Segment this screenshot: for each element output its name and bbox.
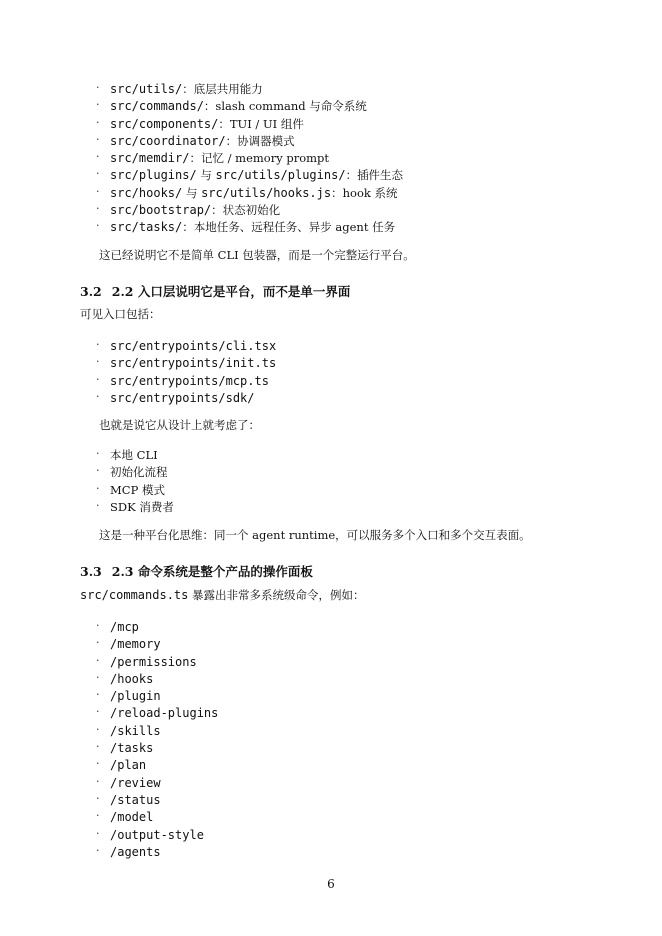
command-name: /tasks xyxy=(110,741,154,756)
bullet-icon: · xyxy=(96,688,100,702)
bullet-icon: · xyxy=(96,791,100,805)
list-item xyxy=(96,217,403,234)
directory-list xyxy=(96,79,403,235)
code-path: src/commands/ xyxy=(110,99,204,114)
command-name: /plan xyxy=(110,758,147,773)
separator: ： xyxy=(345,168,358,183)
command-name: /plugin xyxy=(110,689,161,704)
bullet-icon: · xyxy=(96,653,100,667)
separator: ： xyxy=(189,151,201,166)
bullet-icon: · xyxy=(96,115,100,129)
list-item xyxy=(96,617,218,634)
list-item xyxy=(96,79,403,96)
bullet-icon: · xyxy=(96,447,100,460)
bullet-icon: · xyxy=(96,774,100,788)
code-path: src/bootstrap/ xyxy=(110,203,212,218)
paragraph-intro: 可见入口包括： xyxy=(80,307,161,321)
bullet-icon: · xyxy=(96,722,100,736)
bullet-icon: · xyxy=(96,826,100,840)
consideration-list xyxy=(96,445,174,514)
code-path: src/entrypoints/init.ts xyxy=(110,356,277,371)
code-path: src/memdir/ xyxy=(110,151,190,166)
command-name: /mcp xyxy=(110,620,139,634)
list-item xyxy=(96,183,403,200)
page-number: 6 xyxy=(327,877,335,891)
bullet-icon: · xyxy=(96,670,100,684)
command-name: /memory xyxy=(110,637,161,652)
command-name: /agents xyxy=(110,844,161,859)
code-path: src/hooks/ xyxy=(110,185,183,200)
list-item xyxy=(96,200,403,217)
item-description: 插件生态 xyxy=(357,168,404,183)
command-name: /status xyxy=(110,792,161,807)
list-item xyxy=(96,669,218,686)
list-item xyxy=(96,738,218,755)
bullet-icon: · xyxy=(96,740,100,754)
list-item xyxy=(96,497,174,514)
list-item xyxy=(96,790,218,807)
item-text: MCP 模式 xyxy=(110,482,165,497)
command-name: /review xyxy=(110,775,161,790)
list-item xyxy=(96,445,174,462)
list-item xyxy=(96,480,174,497)
paragraph-middle: 也就是说它从设计上就考虑了： xyxy=(99,418,260,432)
item-text: 本地 CLI xyxy=(110,448,158,462)
separator: ： xyxy=(182,220,194,235)
paragraph-conclusion: 这是一种平台化思维：同一个 agent runtime，可以服务多个入口和多个交互表面。 xyxy=(99,528,531,542)
separator: ： xyxy=(203,99,216,114)
list-item xyxy=(96,165,403,182)
list-item xyxy=(96,807,218,824)
command-name: /permissions xyxy=(110,654,197,669)
bullet-icon: · xyxy=(96,705,100,719)
code-path: src/coordinator/ xyxy=(110,133,226,148)
section-title: 2.2 入口层说明它是平台，而不是单一界面 xyxy=(111,284,351,299)
command-list xyxy=(96,617,218,859)
list-item xyxy=(96,96,403,113)
bullet-icon: · xyxy=(96,843,100,857)
list-item xyxy=(96,703,218,720)
section-title: 2.3 命令系统是整个产品的操作面板 xyxy=(111,564,313,579)
code-path: src/entrypoints/mcp.ts xyxy=(110,373,269,388)
list-item xyxy=(96,755,218,772)
bullet-icon: · xyxy=(96,167,100,181)
code-path: src/commands.ts xyxy=(80,588,189,602)
command-name: /model xyxy=(110,810,154,825)
list-item xyxy=(96,353,276,370)
separator: ： xyxy=(182,82,194,96)
bullet-icon: · xyxy=(96,757,100,771)
item-description: 本地任务、远程任务、异步 agent 任务 xyxy=(193,220,396,235)
bullet-icon: · xyxy=(96,81,100,94)
section-heading xyxy=(80,562,313,580)
bullet-icon: · xyxy=(96,372,100,386)
list-item xyxy=(96,336,276,353)
bullet-icon: · xyxy=(96,150,100,164)
item-description: TUI / UI 组件 xyxy=(229,116,304,131)
section-number: 3.3 xyxy=(80,564,102,579)
bullet-icon: · xyxy=(96,809,100,823)
list-item xyxy=(96,371,276,388)
section-number: 3.2 xyxy=(80,284,102,299)
list-item xyxy=(96,721,218,738)
bullet-icon: · xyxy=(96,619,100,632)
bullet-icon: · xyxy=(96,389,100,403)
command-name: /reload-plugins xyxy=(110,706,219,721)
bullet-icon: · xyxy=(96,98,100,112)
list-item xyxy=(96,842,218,859)
item-description: 状态初始化 xyxy=(222,203,281,218)
code-path-secondary: src/utils/hooks.js xyxy=(201,185,332,200)
separator: ： xyxy=(225,133,238,148)
item-description: slash command 与命令系统 xyxy=(215,99,367,114)
bullet-icon: · xyxy=(96,132,100,146)
item-text: 初始化流程 xyxy=(110,465,168,480)
list-item xyxy=(96,686,218,703)
bullet-icon: · xyxy=(96,498,100,512)
list-item xyxy=(96,114,403,131)
code-path: src/components/ xyxy=(110,116,219,131)
command-name: /output-style xyxy=(110,827,204,842)
command-name: /skills xyxy=(110,723,161,738)
list-item xyxy=(96,462,174,479)
bullet-icon: · xyxy=(96,202,100,216)
entrypoint-list xyxy=(96,336,276,405)
code-path: src/entrypoints/sdk/ xyxy=(110,390,255,405)
list-item xyxy=(96,148,403,165)
code-path-secondary: src/utils/plugins/ xyxy=(215,168,346,183)
code-path: src/plugins/ xyxy=(110,168,197,183)
bullet-icon: · xyxy=(96,355,100,369)
item-description: 记忆 / memory prompt xyxy=(200,151,330,166)
item-description: hook 系统 xyxy=(342,185,398,200)
list-item xyxy=(96,131,403,148)
paragraph-conclusion: 这已经说明它不是简单 CLI 包装器，而是一个完整运行平台。 xyxy=(99,248,415,262)
code-path: src/utils/ xyxy=(110,82,183,96)
bullet-icon: · xyxy=(96,481,100,495)
paragraph-intro xyxy=(80,587,365,603)
bullet-icon: · xyxy=(96,219,100,233)
list-item xyxy=(96,773,218,790)
list-item xyxy=(96,634,218,651)
section-heading xyxy=(80,282,350,300)
bullet-icon: · xyxy=(96,464,100,478)
item-text: SDK 消费者 xyxy=(110,499,174,514)
bullet-icon: · xyxy=(96,184,100,198)
list-item xyxy=(96,652,218,669)
item-description: 底层共用能力 xyxy=(193,82,263,96)
bullet-icon: · xyxy=(96,338,100,351)
intro-text: 暴露出非常多系统级命令，例如： xyxy=(188,588,365,602)
conjunction: 与 xyxy=(182,185,202,200)
command-name: /hooks xyxy=(110,671,154,686)
bullet-icon: · xyxy=(96,636,100,650)
code-path: src/entrypoints/cli.tsx xyxy=(110,339,277,353)
separator: ： xyxy=(218,116,230,131)
code-path: src/tasks/ xyxy=(110,220,183,235)
list-item xyxy=(96,825,218,842)
separator: ： xyxy=(331,185,343,200)
list-item xyxy=(96,388,276,405)
separator: ： xyxy=(211,203,223,218)
conjunction: 与 xyxy=(196,168,216,183)
item-description: 协调器模式 xyxy=(237,133,295,148)
